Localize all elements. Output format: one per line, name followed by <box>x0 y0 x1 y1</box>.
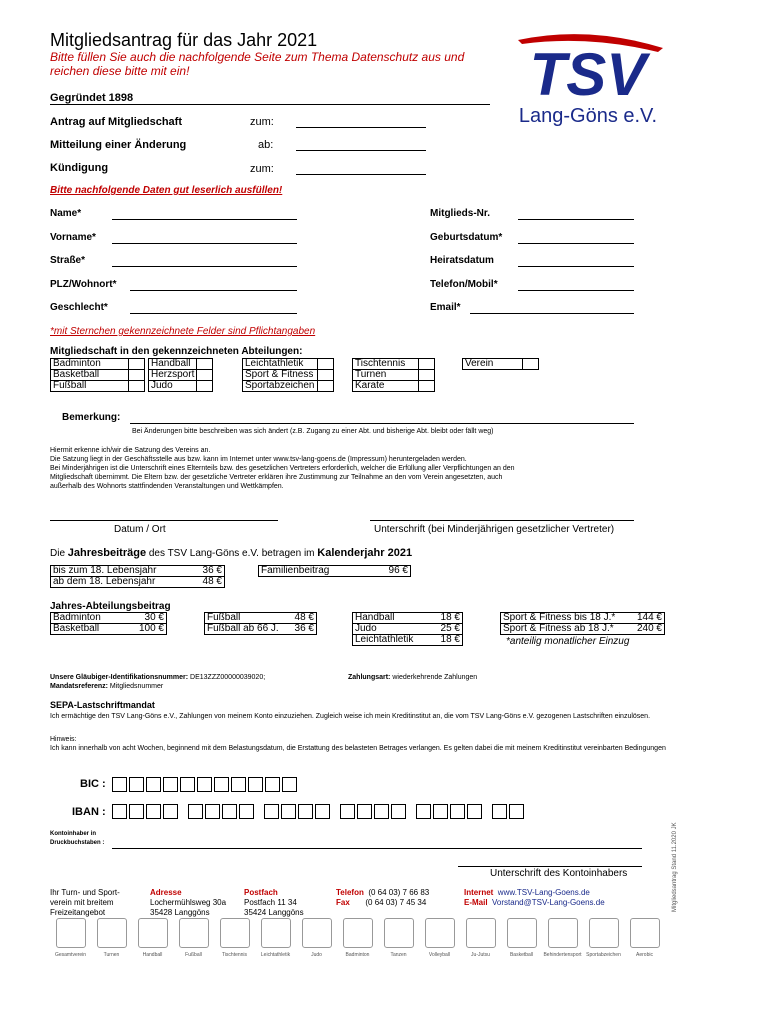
badminton-icon <box>343 918 373 948</box>
dept-fee-amount: 48 € <box>289 613 317 624</box>
sport-icon <box>255 918 296 968</box>
dept-judo: Judo <box>149 381 197 392</box>
iban-field[interactable] <box>112 804 526 819</box>
geschlecht-field[interactable] <box>130 313 297 314</box>
dept-judo-checkbox[interactable] <box>197 381 213 392</box>
fees-intro-1: Die <box>50 548 66 559</box>
legal-line: Die Satzung liegt in der Geschäftsstelle aus bzw. kann im Internet unter www.tsv-lang-goens.de (Impressum) heruntergeladen werden. <box>50 456 467 463</box>
dept-handball-checkbox[interactable] <box>197 359 213 370</box>
required-footnote: *mit Sternchen gekennzeichnete Felder sind Pflichtangaben <box>50 326 316 337</box>
tischtennis-icon <box>220 918 250 948</box>
payment-info <box>348 673 477 682</box>
sports-icons-row <box>50 918 670 968</box>
legal-text <box>50 446 640 491</box>
dept-fee-label: Fußball <box>205 613 289 624</box>
dept-fee-label: Sport & Fitness ab 18 J.* <box>501 624 631 635</box>
strasse-label: Straße* <box>50 255 86 266</box>
departments-col3 <box>242 358 334 392</box>
geschlecht-label: Geschlecht* <box>50 302 108 313</box>
kuendigung-date-field[interactable] <box>296 174 426 175</box>
legal-line: Mitgliedschaft übernimmt. Die Eltern bzw. der gesetzliche Vertreter erklären ihre Zustimmung zur Teilnahme an den vom Verein angesetzten, auch <box>50 474 503 481</box>
sport-icon <box>583 918 624 968</box>
gesamtverein-icon <box>56 918 86 948</box>
account-holder-label: Kontoinhaber in Druckbuchstaben : <box>50 831 105 846</box>
judo-icon <box>302 918 332 948</box>
ju-jutsu-icon <box>466 918 496 948</box>
dept-herzsport-checkbox[interactable] <box>197 370 213 381</box>
dept-leichtathletik: Leichtathletik <box>243 359 318 370</box>
tanzen-icon <box>384 918 414 948</box>
sepa-text: Ich ermächtige den TSV Lang-Göns e.V., Zahlungen von meinem Konto einzuziehen. Zugleich weise ich mein Kreditinstitut an, die vom TSV Lang-Göns e.V. gezogenen Lastschriften einzulösen. <box>50 713 651 720</box>
family-fee-table <box>258 565 411 577</box>
footer-internet <box>464 888 605 908</box>
fees-table <box>50 565 225 588</box>
founded: Gegründet 1898 <box>50 92 134 104</box>
plz-label: PLZ/Wohnort* <box>50 279 117 290</box>
dept-tischtennis: Tischtennis <box>353 359 419 370</box>
sepa-heading: SEPA-Lastschriftmandat <box>50 700 155 710</box>
family-fee-amount: 96 € <box>387 566 411 577</box>
holder-signature-field[interactable] <box>458 866 642 867</box>
fees-intro-bold2: Kalenderjahr 2021 <box>317 547 413 559</box>
postfach-line: 35424 Langgöns <box>244 908 304 917</box>
dept-turnen: Turnen <box>353 370 419 381</box>
dept-turnen-checkbox[interactable] <box>419 370 435 381</box>
fee-amount: 36 € <box>201 566 225 577</box>
sport-label: Gesamtverein <box>54 952 87 958</box>
sport-label: Volleyball <box>428 952 451 958</box>
address-heading: Adresse <box>150 888 182 897</box>
departments-col1 <box>50 358 145 392</box>
dept-fee-label: Sport & Fitness bis 18 J.* <box>501 613 631 624</box>
dept-fee-note: *anteilig monatlicher Einzug <box>506 636 630 647</box>
mitglieds-nr-field[interactable] <box>518 219 634 220</box>
geburtsdatum-field[interactable] <box>518 243 634 244</box>
sepa-hint-label: Hinweis: <box>50 736 77 743</box>
sport-icon <box>91 918 132 968</box>
sportabzeichen-icon <box>589 918 619 948</box>
telefon-field[interactable] <box>518 290 634 291</box>
dept-fees-g3 <box>352 612 463 646</box>
sport-label: Tanzen <box>390 952 407 958</box>
mitteilung-date-field[interactable] <box>296 150 426 151</box>
creditor-info <box>50 673 265 691</box>
sport-label: Turnen <box>103 952 120 958</box>
volleyball-icon <box>425 918 455 948</box>
sepa-hint-text: Ich kann innerhalb von acht Wochen, beginnend mit dem Belastungsdatum, die Erstattung des belasteten Betrages verlangen. Es gelten dabei die mit meinem Kreditinstitut vereinbarten Bedingungen <box>50 745 666 752</box>
sport-icon <box>501 918 542 968</box>
dept-karate: Karate <box>353 381 419 392</box>
dept-fee-label: Fußball ab 66 J. <box>205 624 289 635</box>
payment-label: Zahlungsart: <box>348 674 391 681</box>
payment-value: wiederkehrende Zahlungen <box>392 674 478 681</box>
fee-label: ab dem 18. Lebensjahr <box>51 577 201 588</box>
mitglieds-nr-label: Mitglieds-Nr. <box>430 208 491 219</box>
remark-label: Bemerkung: <box>62 412 121 423</box>
date-place-field[interactable] <box>50 520 278 521</box>
kuendigung-label: Kündigung <box>50 162 109 174</box>
antrag-date-field[interactable] <box>296 127 426 128</box>
dept-fee-amount: 30 € <box>137 613 167 624</box>
vorname-label: Vorname* <box>50 232 96 243</box>
slogan-line: verein mit breitem <box>50 898 114 907</box>
sport-icon <box>419 918 460 968</box>
heiratsdatum-field[interactable] <box>518 266 634 267</box>
vorname-field[interactable] <box>112 243 297 244</box>
dept-sportabzeichen: Sportabzeichen <box>243 381 318 392</box>
dept-tischtennis-checkbox[interactable] <box>419 359 435 370</box>
dept-basketball-checkbox[interactable] <box>129 370 145 381</box>
dept-fee-amount: 25 € <box>435 624 463 635</box>
sport-label: Basketball <box>509 952 534 958</box>
dept-fee-label: Leichtathletik <box>353 635 435 646</box>
aerobic-icon <box>630 918 660 948</box>
fussball-icon <box>179 918 209 948</box>
creditor-value: DE13ZZZ00000039020; <box>190 674 266 681</box>
sport-label: Tischtennis <box>221 952 248 958</box>
postfach-heading: Postfach <box>244 888 278 897</box>
turnen-icon <box>97 918 127 948</box>
address-line: Lochermühlsweg 30a <box>150 898 227 907</box>
fees-intro-2: des TSV Lang-Göns e.V. betragen im <box>148 548 315 559</box>
sport-label: Judo <box>311 952 322 958</box>
dept-fees-heading: Jahres-Abteilungsbeitrag <box>50 601 171 612</box>
sport-label: Sportabzeichen <box>586 952 621 958</box>
dept-verein-checkbox[interactable] <box>523 359 539 370</box>
page-subtitle: Bitte füllen Sie auch die nachfolgende Seite zum Thema Datenschutz aus und reichen diese bitte mit ein! <box>50 50 465 78</box>
address-line: 35428 Langgöns <box>150 908 210 917</box>
fee-amount: 48 € <box>201 577 225 588</box>
mandate-value: Mitgliedsnummer <box>109 683 164 690</box>
sport-icon <box>460 918 501 968</box>
geburtsdatum-label: Geburtsdatum* <box>430 232 503 243</box>
dept-fussball: Fußball <box>51 381 129 392</box>
sport-label: Aerobic <box>636 952 653 958</box>
sport-icon <box>542 918 583 968</box>
dept-fee-label: Handball <box>353 613 435 624</box>
plz-field[interactable] <box>130 290 297 291</box>
fax-value: (0 64 03) 7 45 34 <box>365 898 427 907</box>
email-label: Email* <box>430 302 461 313</box>
date-place-label: Datum / Ort <box>114 524 166 535</box>
email-link[interactable]: Vorstand@TSV-Lang-Goens.de <box>492 898 605 907</box>
logo-text: TSV <box>529 41 647 108</box>
sport-icon <box>296 918 337 968</box>
legal-line: außerhalb des Wohnorts stattfindenden Veranstaltungen und Wettkämpfen. <box>50 483 284 490</box>
internet-link[interactable]: www.TSV-Lang-Goens.de <box>497 888 590 897</box>
bic-label: BIC : <box>80 778 106 790</box>
dept-fee-amount: 100 € <box>137 624 167 635</box>
email-heading: E-Mail <box>464 898 488 907</box>
bic-field[interactable] <box>112 777 299 792</box>
dept-fussball-checkbox[interactable] <box>129 381 145 392</box>
departments-col5 <box>462 358 539 370</box>
dept-fees-g2 <box>204 612 317 635</box>
instruction: Bitte nachfolgende Daten gut leserlich ausfüllen! <box>50 185 283 196</box>
sport-icon <box>132 918 173 968</box>
signature-label: Unterschrift (bei Minderjährigen gesetzlicher Vertreter) <box>374 524 615 535</box>
dept-fees-g4 <box>500 612 665 635</box>
sport-label: Handball <box>142 952 163 958</box>
kuendigung-when: zum: <box>250 163 274 175</box>
name-label: Name* <box>50 208 82 219</box>
dept-karate-checkbox[interactable] <box>419 381 435 392</box>
dept-sport-fitness-checkbox[interactable] <box>317 370 333 381</box>
departments-col2 <box>148 358 213 392</box>
legal-line: Hiermit erkenne ich/wir die Satzung des Vereins an. <box>50 447 211 454</box>
heiratsdatum-label: Heiratsdatum <box>430 255 494 266</box>
dept-sportabzeichen-checkbox[interactable] <box>317 381 333 392</box>
family-fee-label: Familienbeitrag <box>259 566 387 577</box>
signature-field[interactable] <box>370 520 634 521</box>
fees-intro-bold1: Jahresbeiträge <box>67 547 147 559</box>
behindertensport-icon <box>548 918 578 948</box>
slogan-line: Freizeitangebot <box>50 908 106 917</box>
account-holder-field[interactable] <box>112 848 642 849</box>
departments-col4 <box>352 358 435 392</box>
dept-fee-amount: 240 € <box>631 624 665 635</box>
logo-subtext: Lang-Göns e.V. <box>518 105 658 127</box>
dept-fee-amount: 18 € <box>435 613 463 624</box>
remark-field[interactable] <box>130 423 634 424</box>
dept-herzsport: Herzsport <box>149 370 197 381</box>
creditor-label: Unsere Gläubiger-Identifikationsnummer: <box>50 674 189 681</box>
strasse-field[interactable] <box>112 266 297 267</box>
sport-label: Fußball <box>185 952 202 958</box>
dept-fee-label: Badminton <box>51 613 137 624</box>
sport-label: Leichtathletik <box>260 952 291 958</box>
footer-phone <box>336 888 429 908</box>
sport-label: Badminton <box>345 952 370 958</box>
handball-icon <box>138 918 168 948</box>
footer-slogan <box>50 888 120 918</box>
telefon-value: (0 64 03) 7 66 83 <box>368 888 430 897</box>
remark-hint: Bei Änderungen bitte beschreiben was sich ändert (z.B. Zugang zu einer Abt. und bisherige Abt. bleibt oder fällt weg) <box>132 428 494 435</box>
internet-heading: Internet <box>464 888 494 897</box>
mitteilung-when: ab: <box>258 139 274 151</box>
dept-leichtathletik-checkbox[interactable] <box>317 359 333 370</box>
holder-signature-label: Unterschrift des Kontoinhabers <box>490 868 628 879</box>
dept-fee-amount: 36 € <box>289 624 317 635</box>
departments-heading: Mitgliedschaft in den gekennzeichneten Abteilungen: <box>50 346 303 357</box>
legal-line: Bei Minderjährigen ist die Unterschrift eines Elternteils bzw. des gesetzlichen Vertreters erforderlich, welcher die Erfüllung aller Verpflichtungen an den <box>50 465 515 472</box>
dept-fee-label: Judo <box>353 624 435 635</box>
basketball-icon <box>507 918 537 948</box>
dept-badminton: Badminton <box>51 359 129 370</box>
page-title: Mitgliedsantrag für das Jahr 2021 <box>50 30 318 50</box>
leichtathletik-icon <box>261 918 291 948</box>
fees-intro <box>50 547 412 559</box>
mandate-label: Mandatsreferenz: <box>50 683 108 690</box>
postfach-line: Postfach 11 34 <box>244 898 297 907</box>
footer-postfach <box>244 888 304 918</box>
sport-icon <box>173 918 214 968</box>
iban-label: IBAN : <box>72 806 106 818</box>
mitteilung-label: Mitteilung einer Änderung <box>50 139 187 151</box>
name-field[interactable] <box>112 219 297 220</box>
antrag-when: zum: <box>250 116 274 128</box>
sport-label: Behindertensport <box>543 952 582 958</box>
dept-verein: Verein <box>463 359 523 370</box>
antrag-label: Antrag auf Mitgliedschaft <box>50 116 183 128</box>
dept-fee-label: Basketball <box>51 624 137 635</box>
dept-handball: Handball <box>149 359 197 370</box>
dept-fee-amount: 144 € <box>631 613 665 624</box>
email-field[interactable] <box>470 313 634 314</box>
dept-sport-fitness: Sport & Fitness <box>243 370 318 381</box>
dept-badminton-checkbox[interactable] <box>129 359 145 370</box>
sport-icon <box>50 918 91 968</box>
telefon-label: Telefon/Mobil* <box>430 279 498 290</box>
fee-label: bis zum 18. Lebensjahr <box>51 566 201 577</box>
telefon-heading: Telefon <box>336 888 364 897</box>
slogan-line: Ihr Turn- und Sport- <box>50 888 120 897</box>
footer-address <box>150 888 226 918</box>
sport-icon <box>214 918 255 968</box>
dept-fees-g1 <box>50 612 167 635</box>
dept-fee-amount: 18 € <box>435 635 463 646</box>
sport-icon <box>378 918 419 968</box>
fax-heading: Fax <box>336 898 350 907</box>
tsv-logo <box>508 30 668 130</box>
sport-icon <box>624 918 665 968</box>
sport-label: Ju-Jutsu <box>471 952 490 958</box>
dept-basketball: Basketball <box>51 370 129 381</box>
sport-icon <box>337 918 378 968</box>
form-version: Mitgliedsantrag Stand 11.2020 JK <box>672 822 678 912</box>
